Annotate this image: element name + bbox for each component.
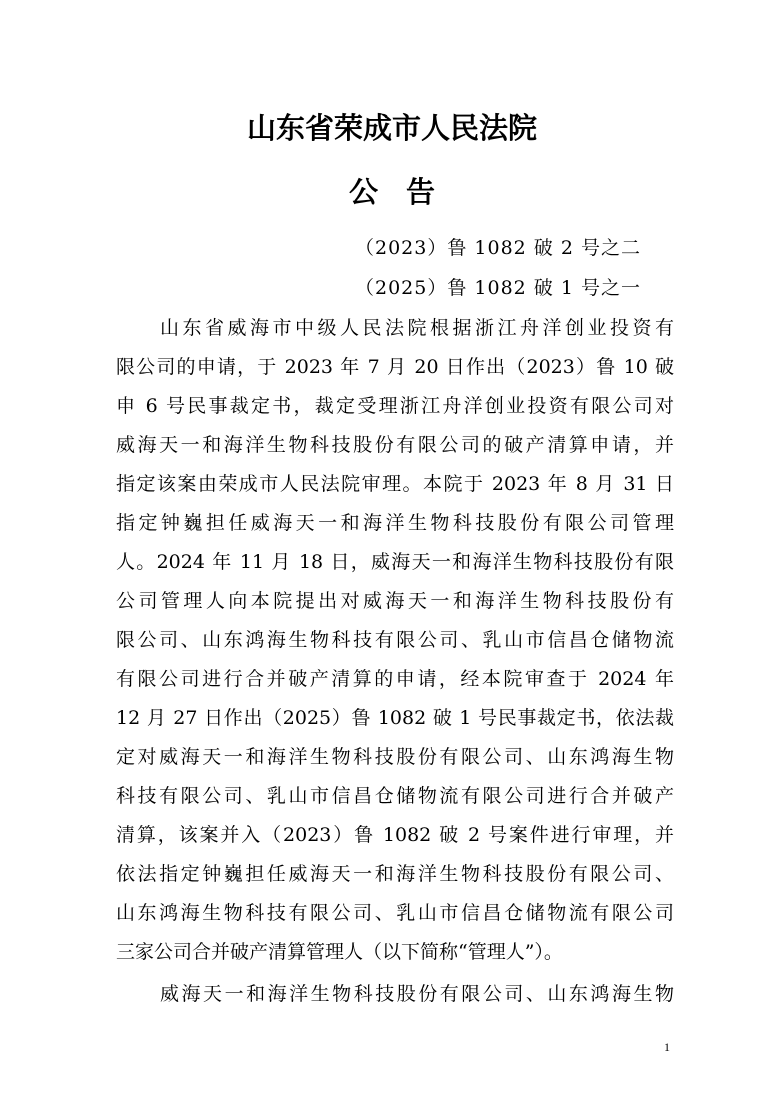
body-line: 有限公司进行合并破产清算的申请，经本院审查于 2024 年 (116, 668, 674, 690)
body-line: 公司管理人向本院提出对威海天一和海洋生物科技股份有 (116, 590, 674, 612)
body-line: 科技有限公司、乳山市信昌仓储物流有限公司进行合并破产 (116, 785, 674, 807)
body-line: 指定钟巍担任威海天一和海洋生物科技股份有限公司管理 (116, 512, 674, 534)
body-line: 限公司、山东鸿海生物科技有限公司、乳山市信昌仓储物流 (116, 629, 674, 651)
document-type-heading: 公告 (348, 175, 463, 209)
body-line: 定对威海天一和海洋生物科技股份有限公司、山东鸿海生物 (116, 746, 674, 768)
body-line: 清算，该案并入（2023）鲁 1082 破 2 号案件进行审理，并 (116, 824, 674, 846)
case-number-2: （2025）鲁 1082 破 1 号之一 (355, 277, 641, 299)
body-line: 12 月 27 日作出（2025）鲁 1082 破 1 号民事裁定书，依法裁 (116, 707, 674, 729)
body-line: 申 6 号民事裁定书，裁定受理浙江舟洋创业投资有限公司对 (116, 395, 674, 417)
body-line: 三家公司合并破产清算管理人（以下简称“管理人”）。 (116, 941, 563, 963)
body-line: 指定该案由荣成市人民法院审理。本院于 2023 年 8 月 31 日 (116, 473, 674, 495)
page-number: 1 (664, 1040, 670, 1054)
body-line: 威海天一和海洋生物科技股份有限公司的破产清算申请，并 (116, 434, 674, 456)
body-line: 人。2024 年 11 月 18 日，威海天一和海洋生物科技股份有限 (116, 551, 674, 573)
body-line: 威海天一和海洋生物科技股份有限公司、山东鸿海生物 (160, 983, 674, 1005)
court-name-title: 山东省荣成市人民法院 (246, 111, 537, 145)
body-line: 山东省威海市中级人民法院根据浙江舟洋创业投资有 (160, 317, 674, 339)
case-number-1: （2023）鲁 1082 破 2 号之二 (355, 237, 641, 259)
body-line: 山东鸿海生物科技有限公司、乳山市信昌仓储物流有限公司 (116, 902, 674, 924)
body-line: 依法指定钟巍担任威海天一和海洋生物科技股份有限公司、 (116, 863, 674, 885)
body-line: 限公司的申请，于 2023 年 7 月 20 日作出（2023）鲁 10 破 (116, 356, 674, 378)
